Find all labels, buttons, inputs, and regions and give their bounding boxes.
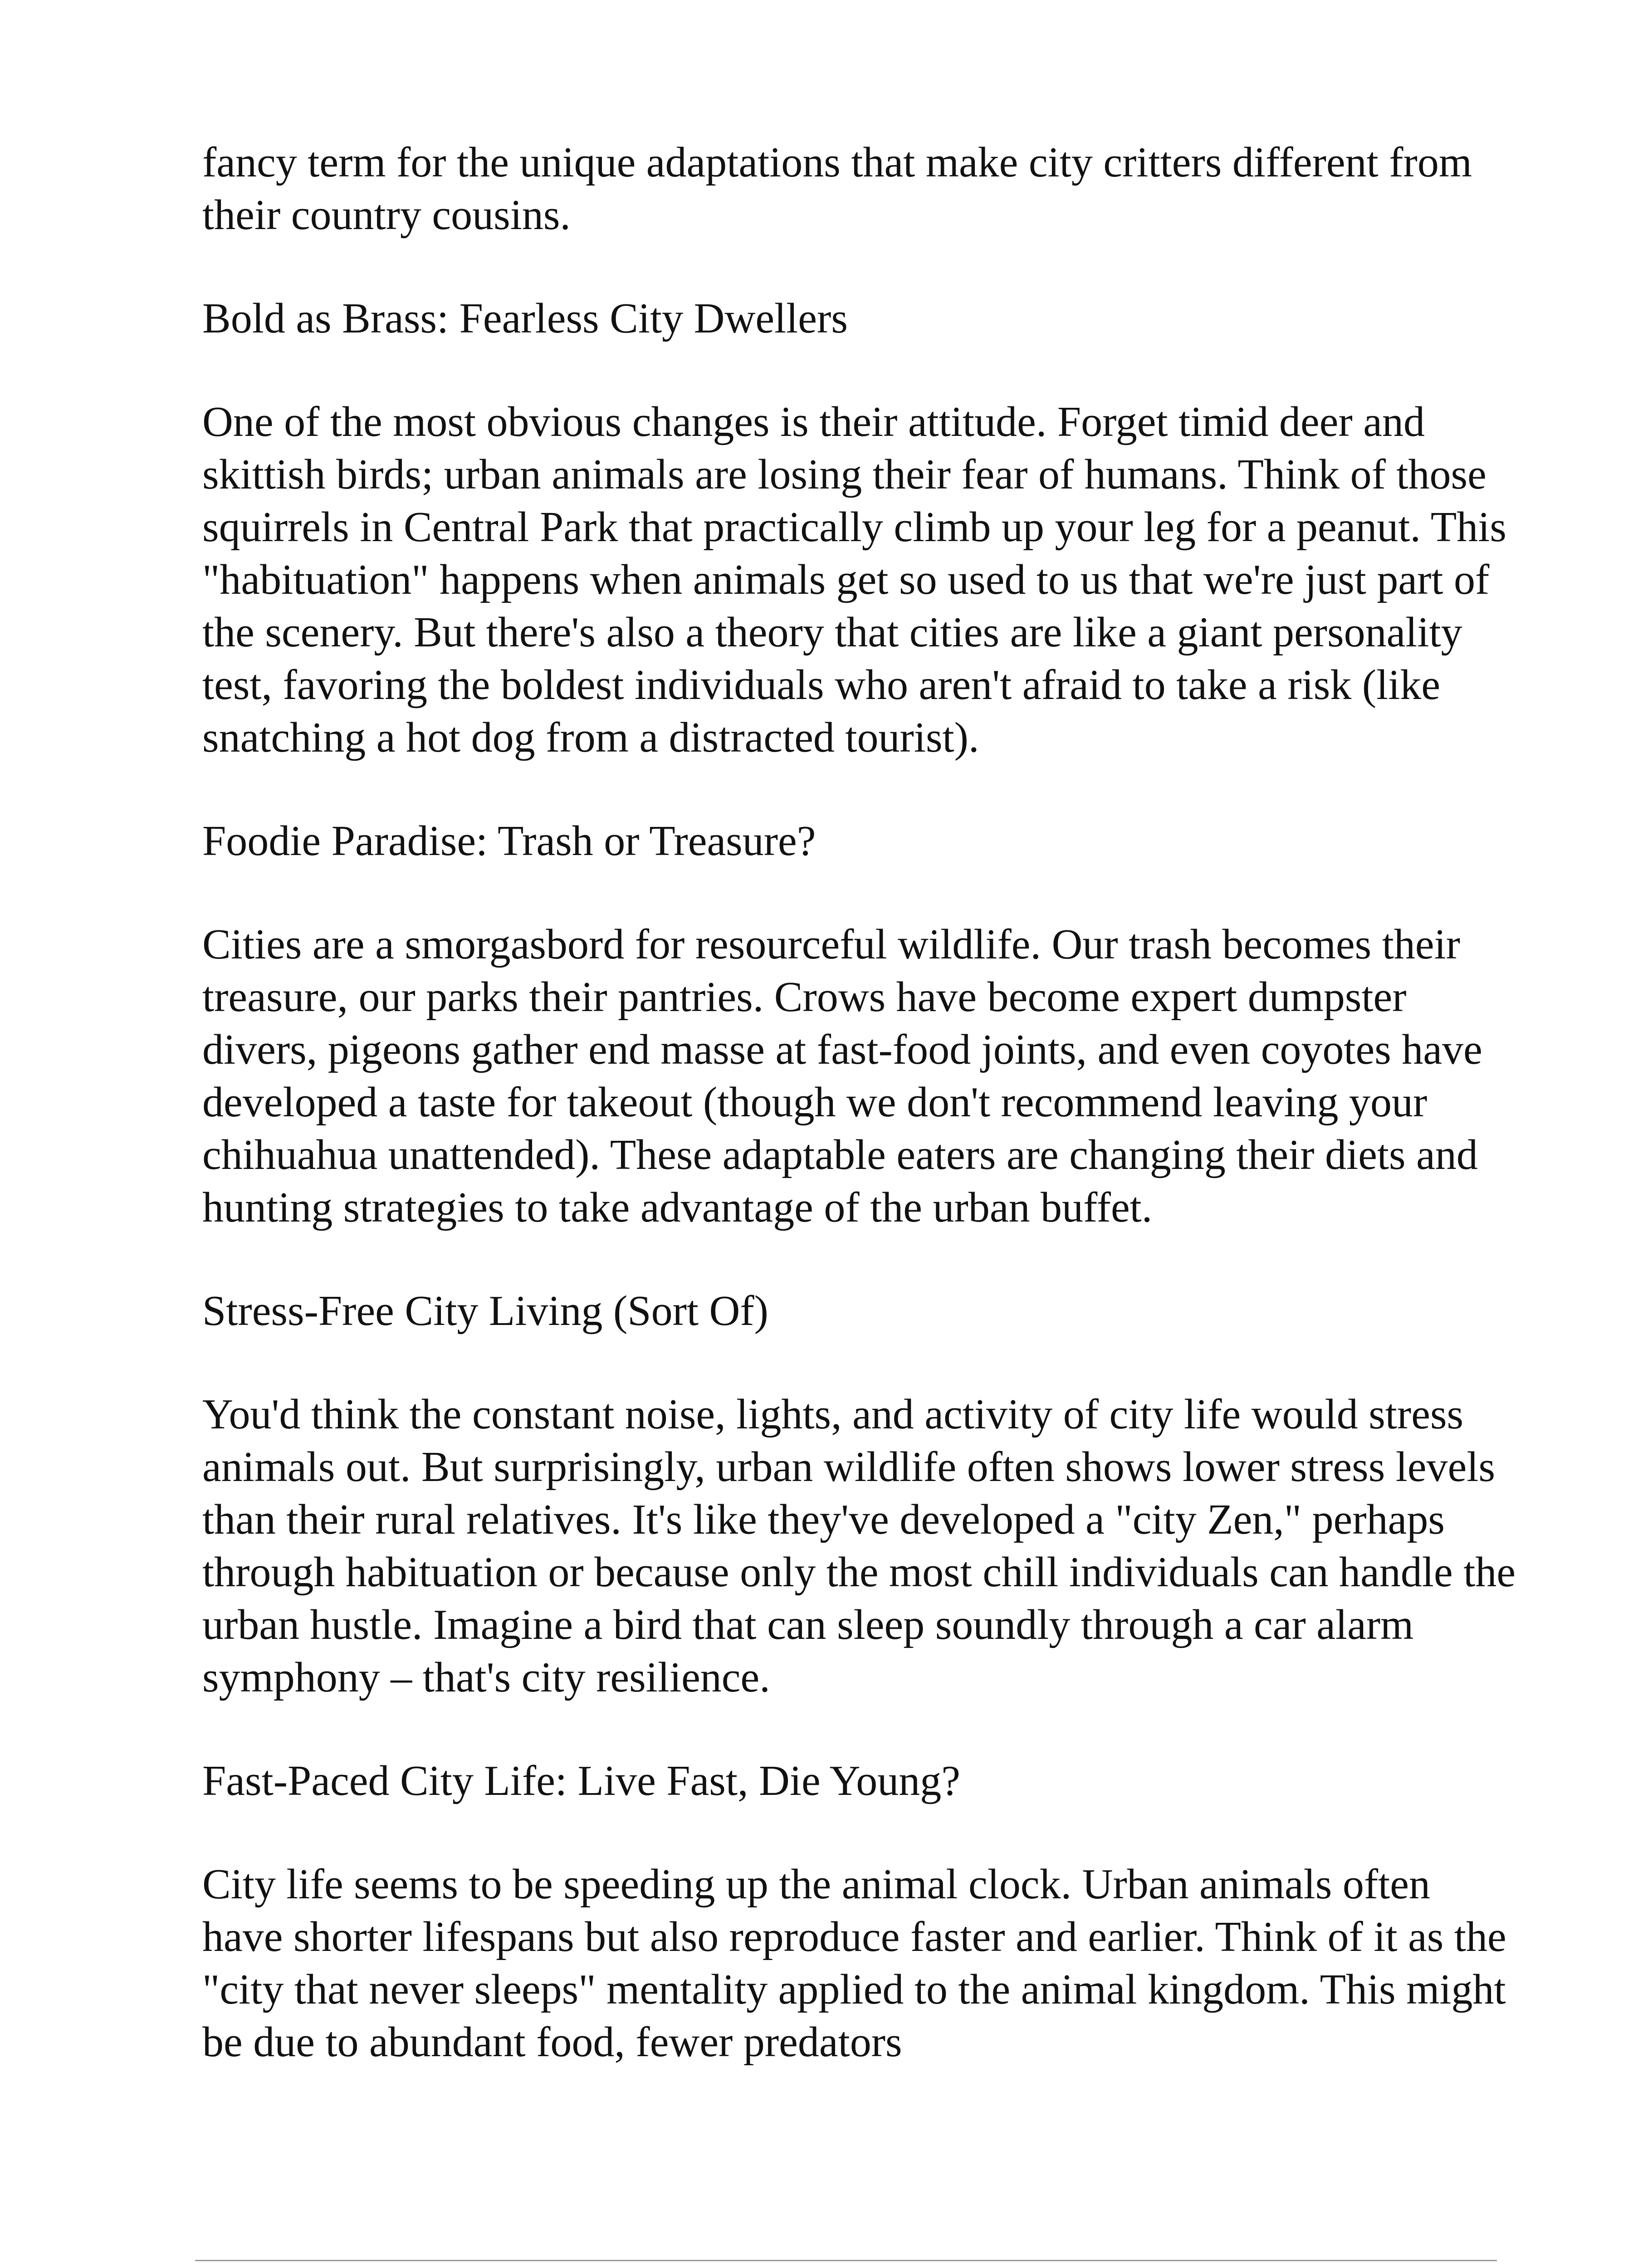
paragraph-continued: fancy term for the unique adaptations that make city critters different from their country cousins. — [202, 139, 1472, 239]
paragraph-foodie-paradise: Cities are a smorgasbord for resourceful wildlife. Our trash becomes their treasure, our parks their pantries. Crows have become expert dumpster divers, pigeons gather end masse at fast-food joints, and even coyotes have developed a taste for takeout (though we don't recommend leaving your chihuahua unattended). These adaptable eaters are changing their diets and hunting strategies to take advantage of the urban buffet. — [202, 921, 1482, 1231]
paragraph-fast-paced: City life seems to be speeding up the animal clock. Urban animals often have shorter lifespans but also reproduce faster and earlier. Think of it as the "city that never sleeps" mentality applied to the animal kingdom. This might be due to abundant food, fewer predators — [202, 1861, 1506, 2066]
footer-divider — [195, 2260, 1497, 2261]
section-heading-foodie-paradise: Foodie Paradise: Trash or Treasure? — [202, 817, 816, 865]
page-body — [202, 136, 1518, 2068]
section-heading-bold-as-brass: Bold as Brass: Fearless City Dwellers — [202, 295, 848, 342]
paragraph-stress-free: You'd think the constant noise, lights, and activity of city life would stress animals out. But surprisingly, urban wildlife often shows lower stress levels than their rural relatives. It's like they've developed a "city Zen," perhaps through habituation or because only the most chill individuals can handle the urban hustle. Imagine a bird that can sleep soundly through a car alarm symphony – that's city resilience. — [202, 1391, 1516, 1701]
paragraph-fearless-dwellers: One of the most obvious changes is their attitude. Forget timid deer and skittish birds; urban animals are losing their fear of humans. Think of those squirrels in Central Park that practically climb up your leg for a peanut. This "habituation" happens when animals get so used to us that we're just part of the scenery. But there's also a theory that cities are like a giant personality test, favoring the boldest individuals who aren't afraid to take a risk (like snatching a hot dog from a distracted tourist). — [202, 398, 1506, 761]
section-heading-stress-free: Stress-Free City Living (Sort Of) — [202, 1287, 768, 1334]
section-heading-fast-paced: Fast-Paced City Life: Live Fast, Die Young? — [202, 1757, 960, 1804]
